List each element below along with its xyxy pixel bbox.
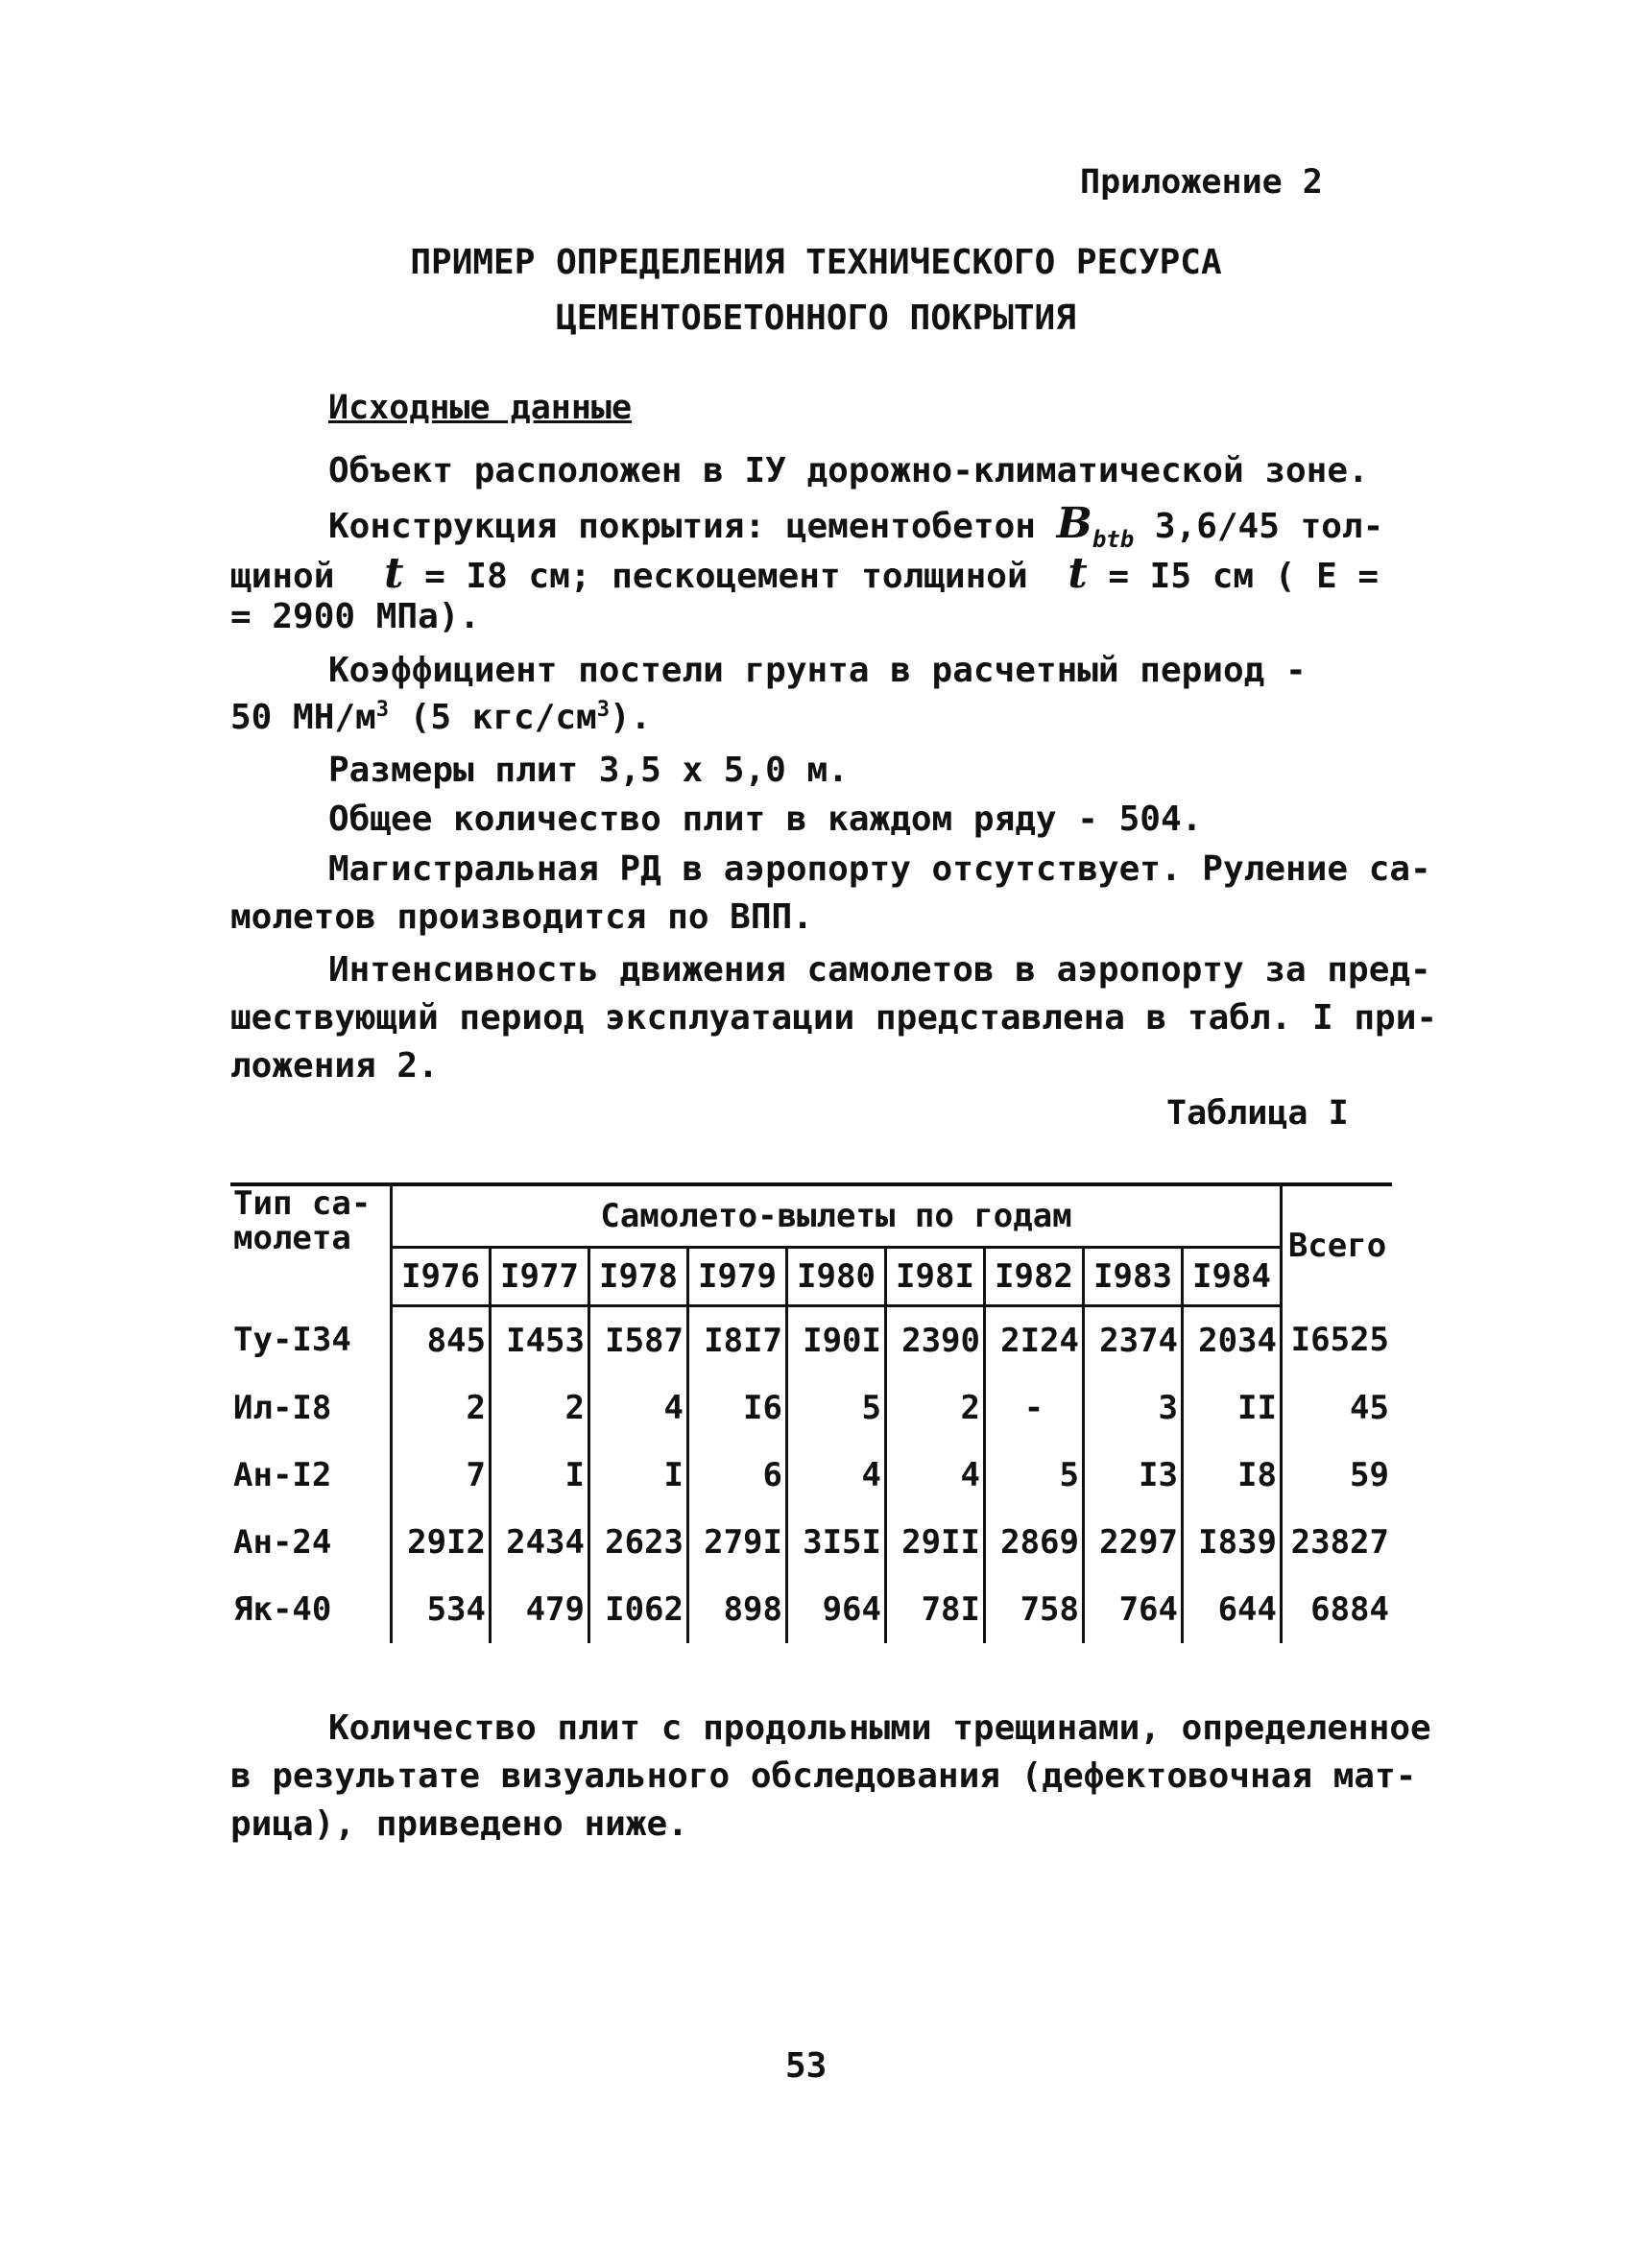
table-row (230, 1509, 1392, 1576)
footer-paragraph-3: рица), приведено ниже. (230, 1804, 688, 1844)
table-row (230, 1306, 1392, 1375)
table-cell: I453 (491, 1306, 589, 1375)
table-cell: II (1183, 1374, 1282, 1442)
year-header: I98I (886, 1248, 985, 1306)
table-cell: 2034 (1183, 1306, 1282, 1375)
table-cell: 2623 (589, 1509, 688, 1576)
paragraph-taxiway-2: молетов производится по ВПП. (230, 897, 813, 937)
flights-table (230, 1182, 1392, 1643)
year-header: I982 (985, 1248, 1084, 1306)
table-cell: 4 (886, 1442, 985, 1509)
concrete-class-symbol: B (1056, 499, 1092, 548)
thickness-symbol-1: t (384, 549, 404, 598)
table-cell: I6 (688, 1374, 787, 1442)
paragraph-thickness (230, 549, 1379, 598)
title-line-2: ЦЕМЕНТОБЕТОННОГО ПОКРЫТИЯ (556, 298, 1076, 338)
paragraph-subgrade-2 (230, 698, 651, 737)
table-cell: 3I5I (787, 1509, 886, 1576)
aircraft-type: Ту-I34 (230, 1306, 392, 1375)
table-cell: 4 (589, 1374, 688, 1442)
table-cell: I3 (1084, 1442, 1183, 1509)
appendix-label: Приложение 2 (1080, 163, 1323, 202)
table-cell: 29II (886, 1509, 985, 1576)
aircraft-type: Ан-I2 (230, 1442, 392, 1509)
table-cell: I839 (1183, 1509, 1282, 1576)
table-cell: I062 (589, 1576, 688, 1643)
table-cell: I8I7 (688, 1306, 787, 1375)
table-cell: I (491, 1442, 589, 1509)
table-cell: 2 (491, 1374, 589, 1442)
table-cell: 2297 (1084, 1509, 1183, 1576)
table-cell: 2869 (985, 1509, 1084, 1576)
thickness-value-1: = I8 см; пескоцемент толщиной (424, 557, 1028, 596)
document-title (288, 235, 1344, 346)
table-cell: 534 (392, 1576, 491, 1643)
table-cell: 78I (886, 1576, 985, 1643)
thickness-value-2: = I5 см ( Е = (1108, 557, 1380, 596)
table-cell: 6 (688, 1442, 787, 1509)
table-cell: 764 (1084, 1576, 1183, 1643)
thickness-label: щиной (230, 557, 335, 596)
table-row (230, 1374, 1392, 1442)
year-header: I984 (1183, 1248, 1282, 1306)
year-header: I979 (688, 1248, 787, 1306)
row-total: 23827 (1290, 1523, 1389, 1562)
total-header: Всего (1282, 1184, 1393, 1306)
table-cell: I587 (589, 1306, 688, 1375)
subgrade-alt-value: (5 кгс/см (409, 698, 597, 737)
row-total: 6884 (1310, 1590, 1389, 1629)
table-cell: 5 (985, 1442, 1084, 1509)
paragraph-subgrade-1: Коэффициент постели грунта в расчетный период - (328, 651, 1307, 690)
table-cell: I8 (1183, 1442, 1282, 1509)
section-heading: Исходные данные (328, 389, 633, 427)
paragraph-construction (328, 499, 1383, 553)
table-cell: 2I24 (985, 1306, 1084, 1375)
table-cell: 758 (985, 1576, 1084, 1643)
table-cell: 898 (688, 1576, 787, 1643)
table-cell: 29I2 (392, 1509, 491, 1576)
title-line-1: ПРИМЕР ОПРЕДЕЛЕНИЯ ТЕХНИЧЕСКОГО РЕСУРСА (410, 243, 1222, 282)
concrete-class-value: 3,6/45 тол- (1154, 507, 1384, 546)
type-header: Тип са- молета (230, 1184, 392, 1306)
row-total: 45 (1350, 1389, 1389, 1427)
paragraph-intensity-3: ложения 2. (230, 1046, 439, 1086)
subgrade-close: ). (609, 698, 652, 737)
table-cell: 964 (787, 1576, 886, 1643)
year-header: I978 (589, 1248, 688, 1306)
table-row (230, 1576, 1392, 1643)
table-cell: 2 (392, 1374, 491, 1442)
table-row (230, 1442, 1392, 1509)
table-cell: 644 (1183, 1576, 1282, 1643)
subgrade-sup: 3 (375, 698, 389, 722)
table-cell: 4 (787, 1442, 886, 1509)
year-header: I983 (1084, 1248, 1183, 1306)
aircraft-type: Як-40 (230, 1576, 392, 1643)
subgrade-value: 50 МН/м (230, 698, 376, 737)
aircraft-type: Ан-24 (230, 1509, 392, 1576)
footer-paragraph-1: Количество плит с продольными трещинами, определенное (328, 1708, 1431, 1748)
paragraph-intensity-1: Интенсивность движения самолетов в аэропорту за пред- (328, 950, 1431, 990)
table-cell: 2 (886, 1374, 985, 1442)
paragraph-intensity-2: шествующий период эксплуатации представлена в табл. I при- (230, 998, 1438, 1038)
paragraph-zone: Объект расположен в IУ дорожно-климатической зоне. (328, 451, 1369, 490)
construction-text: Конструкция покрытия: цементобетон (328, 507, 1036, 546)
table-cell: 5 (787, 1374, 886, 1442)
paragraph-slab-count: Общее количество плит в каждом ряду - 504. (328, 800, 1203, 839)
table-cell: 2390 (886, 1306, 985, 1375)
table-cell: I90I (787, 1306, 886, 1375)
table-caption: Таблица I (1166, 1094, 1349, 1133)
paragraph-modulus: = 2900 МПа). (230, 597, 481, 636)
table-cell: 3 (1084, 1374, 1183, 1442)
paragraph-taxiway-1: Магистральная РД в аэропорту отсутствует. Руление са- (328, 849, 1431, 889)
table-cell: - (985, 1374, 1084, 1442)
row-total: 59 (1350, 1456, 1389, 1494)
year-header: I980 (787, 1248, 886, 1306)
table-cell: 2374 (1084, 1306, 1183, 1375)
table-cell: 2434 (491, 1509, 589, 1576)
table-cell: 845 (392, 1306, 491, 1375)
table-cell: 479 (491, 1576, 589, 1643)
thickness-symbol-2: t (1068, 549, 1088, 598)
footer-paragraph-2: в результате визуального обследования (дефектовочная мат- (230, 1756, 1417, 1796)
concrete-class-subscript: btb (1092, 526, 1135, 553)
table-cell: I (589, 1442, 688, 1509)
table-cell: 7 (392, 1442, 491, 1509)
aircraft-type: Ил-I8 (230, 1374, 392, 1442)
page-number: 53 (785, 2046, 828, 2086)
year-header: I976 (392, 1248, 491, 1306)
row-total: I6525 (1290, 1321, 1389, 1360)
paragraph-slab-size: Размеры плит 3,5 х 5,0 м. (328, 751, 849, 790)
year-header: I977 (491, 1248, 589, 1306)
subgrade-alt-sup: 3 (596, 698, 610, 722)
table-cell: 279I (688, 1509, 787, 1576)
flights-group-header: Самолето-вылеты по годам (392, 1184, 1282, 1248)
